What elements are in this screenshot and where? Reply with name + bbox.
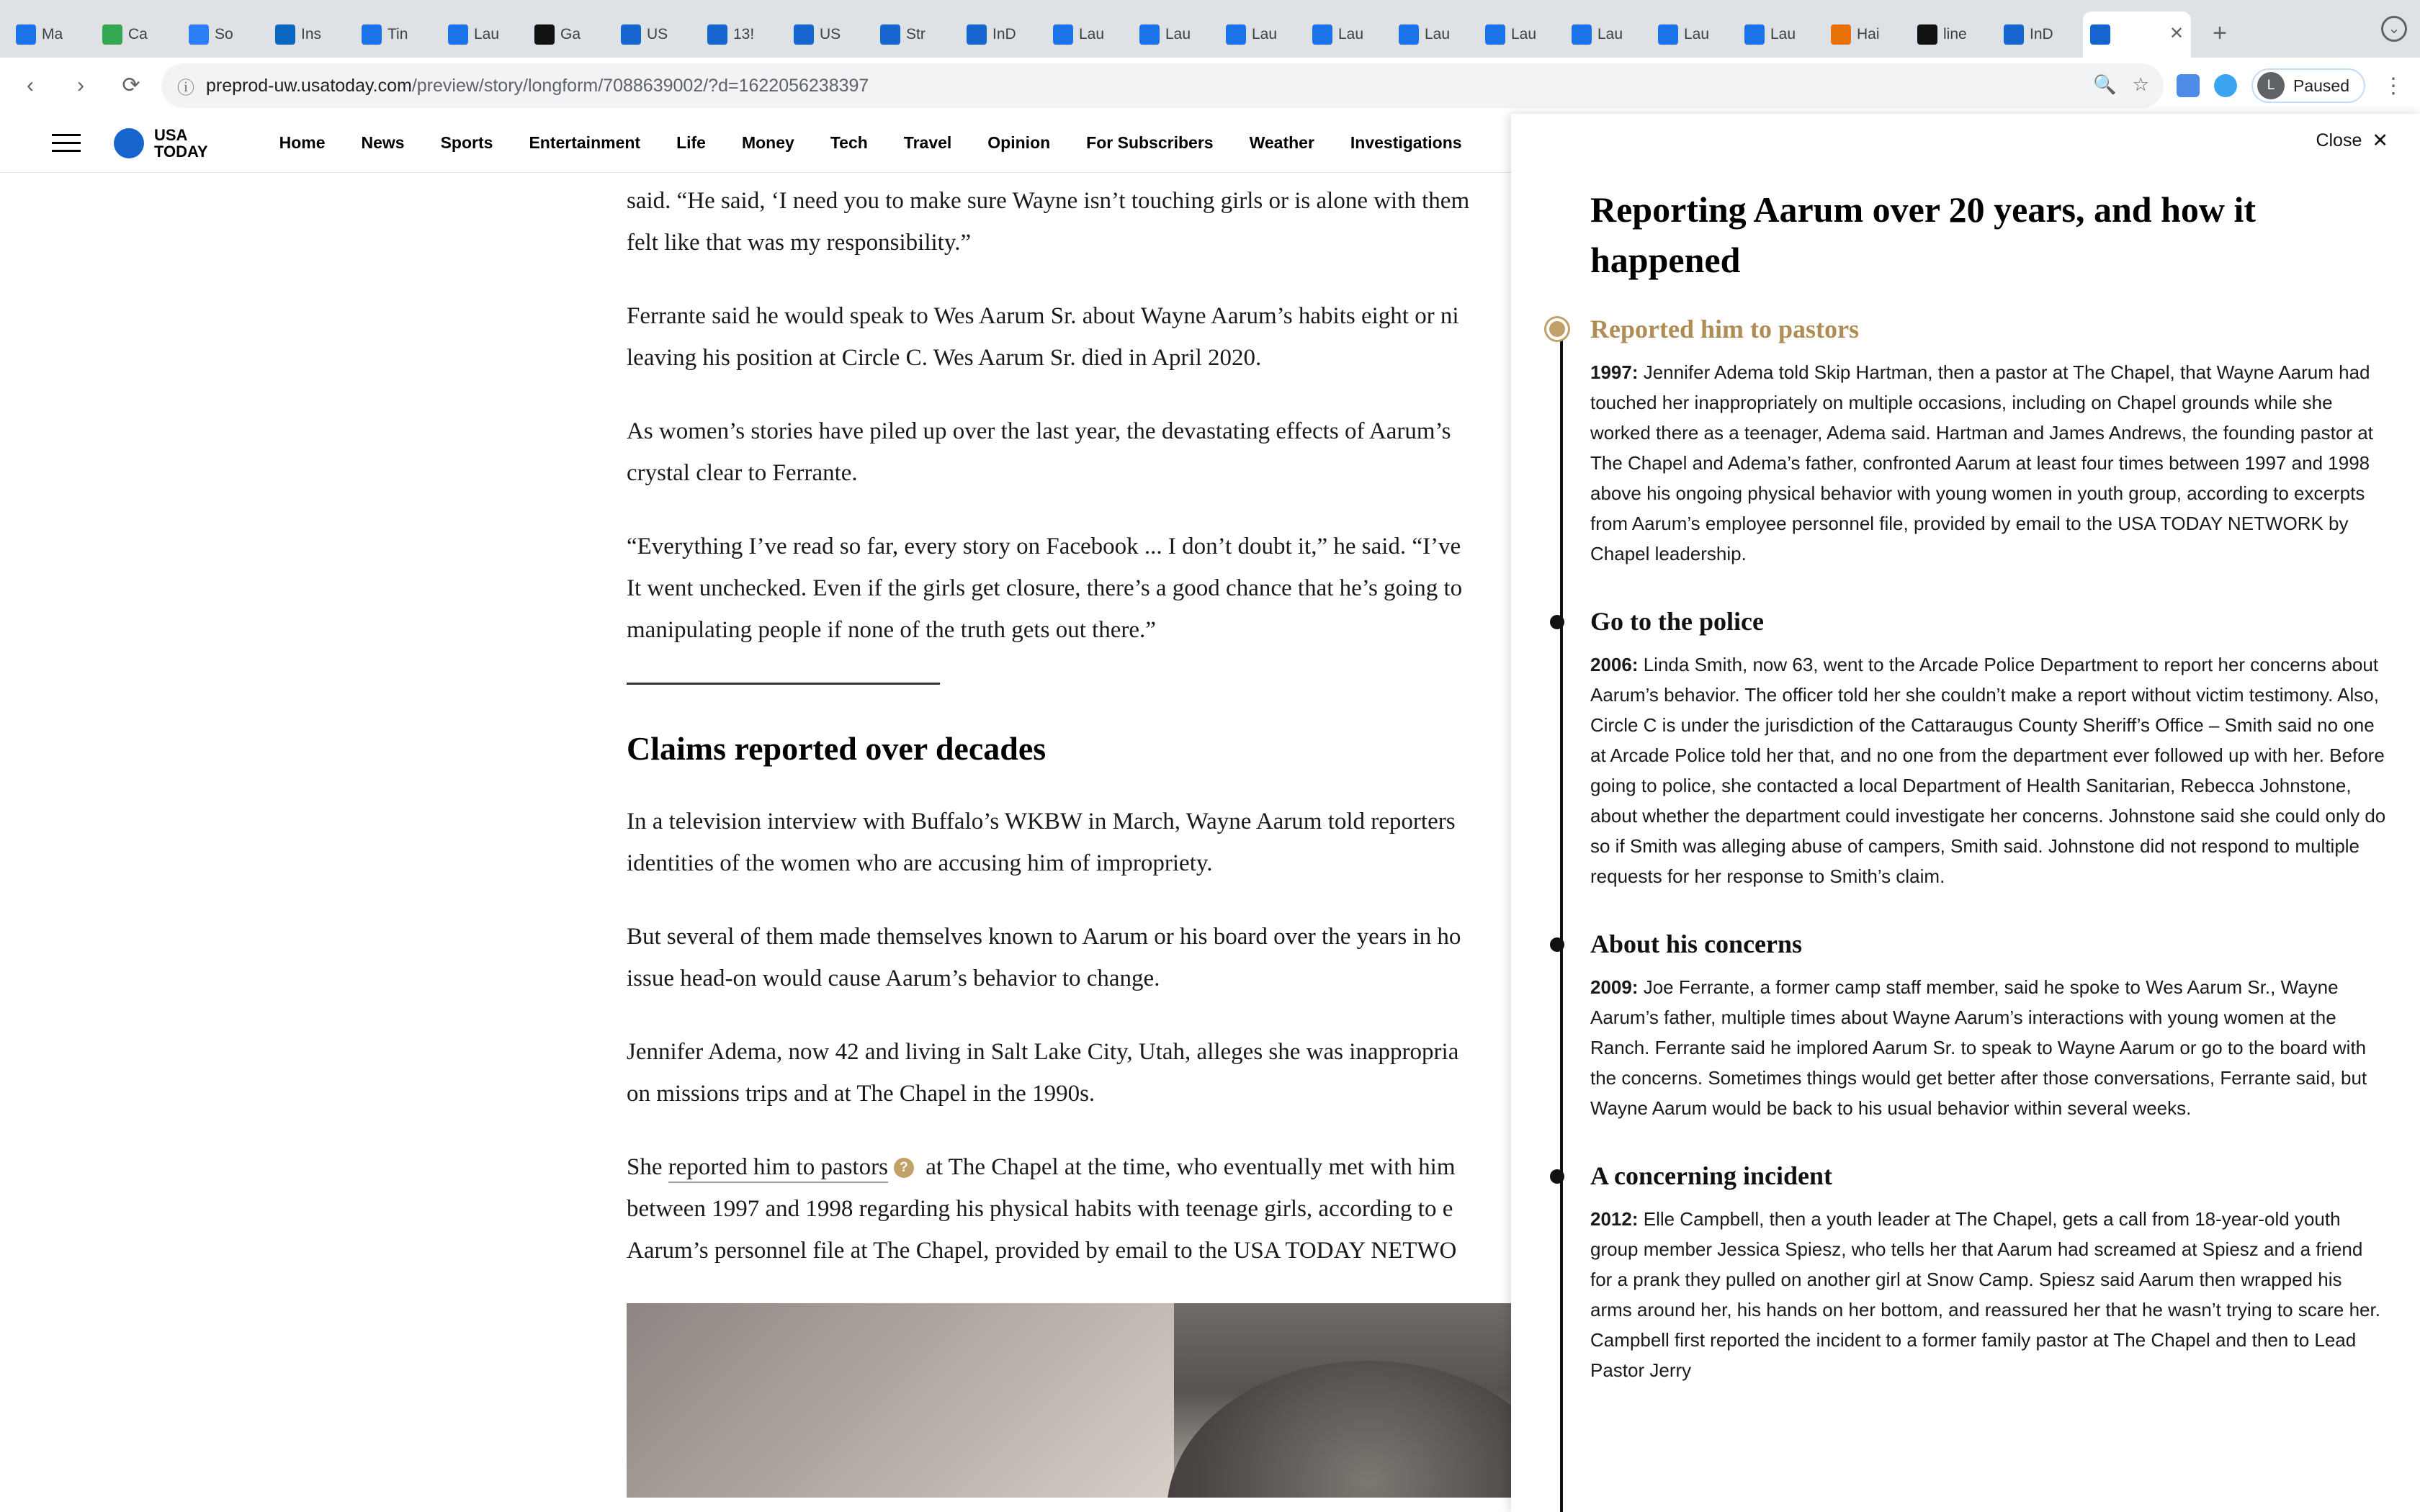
paragraph-line: crystal clear to Ferrante. [627,460,858,486]
tab-label: Ma [42,26,63,42]
browser-tab[interactable] [614,12,699,58]
usa-today-logo[interactable] [114,127,208,160]
tab-favicon-icon [448,24,468,45]
browser-tab[interactable] [1824,12,1909,58]
address-bar[interactable] [161,63,2164,108]
tab-label: Lau [1511,26,1537,42]
paragraph-line: She [627,1154,668,1180]
browser-toolbar [0,58,2420,114]
timeline-item-body: 2006: Linda Smith, now 63, went to the Arcade Police Department to report her concerns about Aarum’s behavior. The officer told her she couldn’t make a report without victim testimony. Also, Circle C is under the jurisdiction of the Cattaraugus County Sheriff’s Office – Smith said no one at Arcade Police told her that, and no one from the department ever followed up with her. Before going to police, she contacted a local Department of Health Sanitarian, Rebecca Johnstone, about whether the department could investigate her concerns. Johnstone said she could only do so if Smith was alleging abuse of campers, Smith said. Johnstone did not respond to multiple requests for her response to Smith’s claim. [1590,654,2386,887]
browser-tab[interactable] [1564,12,1649,58]
timeline-item[interactable] [1590,606,2388,891]
timeline-item-heading: Reported him to pastors [1590,315,1859,343]
tab-favicon-icon [16,24,36,45]
tab-label: Hai [1857,26,1880,42]
timeline-dot-icon [1550,937,1564,952]
tab-label: Ca [128,26,148,42]
nav-link-tech[interactable]: Tech [830,133,868,152]
paragraph-line: As women’s stories have piled up over the last year, the devastating effects of Aarum’s [627,418,1451,444]
site-info-icon[interactable]: ⓘ [177,78,194,98]
annotation-drawer [1511,114,2420,1512]
zoom-search-icon[interactable]: 🔍 [2093,73,2117,95]
browser-tab[interactable] [873,12,958,58]
tab-favicon-icon [102,24,122,45]
forward-icon[interactable]: › [77,73,84,97]
browser-tab[interactable] [527,12,612,58]
tab-label: 13! [733,26,755,42]
paragraph [627,1031,1563,1115]
browser-tab[interactable] [1305,12,1390,58]
browser-tab[interactable] [1478,12,1563,58]
nav-link-home[interactable]: Home [279,133,326,152]
browser-menu-icon[interactable]: ⋮ [2383,73,2404,98]
paragraph-line: between 1997 and 1998 regarding his physical habits with teenage girls, according to e [627,1196,1453,1222]
tab-search-icon[interactable]: ⌄ [2381,16,2407,42]
tab-favicon-icon [1572,24,1592,45]
close-label: Close [2316,130,2362,150]
url-text [206,76,869,96]
paragraph [627,526,1563,651]
paragraph-line: manipulating people if none of the truth gets out there.” [627,617,1156,643]
browser-tab[interactable] [786,12,871,58]
tab-favicon-icon [1312,24,1332,45]
nav-links [261,133,1480,153]
paragraph-line: Jennifer Adema, now 42 and living in Salt Lake City, Utah, alleges she was inappropria [627,1039,1459,1065]
annotated-paragraph [627,1146,1563,1272]
browser-chrome [0,0,2420,114]
article-body [0,173,1470,1498]
tab-label: So [215,26,233,42]
tab-label: Ins [301,26,322,42]
tab-favicon-icon [275,24,295,45]
tab-favicon-icon [1917,24,1937,45]
paragraph-line: issue head-on would cause Aarum’s behavior to change. [627,966,1160,991]
tab-favicon-icon [1744,24,1765,45]
nav-link-investigations[interactable]: Investigations [1350,133,1462,152]
timeline-list [1590,314,2388,1385]
tab-favicon-icon [1226,24,1246,45]
tab-favicon-icon [1831,24,1851,45]
url-path: /preview/story/longform/7088639002/?d=1622056238397 [411,75,869,96]
paragraph-line: Aarum’s personnel file at The Chapel, provided by email to the USA TODAY NETWO [627,1238,1457,1264]
drawer-title: Reporting Aarum over 20 years, and how it happened [1590,189,2257,280]
photo-subject [1167,1361,1570,1498]
nav-link-money[interactable]: Money [741,133,794,152]
tab-favicon-icon [1139,24,1160,45]
tab-favicon-icon [1658,24,1678,45]
annotation-link[interactable]: reported him to pastors [668,1154,888,1183]
browser-tab[interactable] [9,12,94,58]
timeline-dot-icon [1550,1169,1564,1184]
nav-link-news[interactable]: News [361,133,405,152]
timeline-item-body: 2009: Joe Ferrante, a former camp staff member, said he spoke to Wes Aarum Sr., Wayne Aarum’s father, multiple times about Wayne Aarum’s interactions with young women at the Ranch. Ferrante said he implored Aarum Sr. to speak to Wayne Aarum or go to the board with the concerns. Sometimes things would get better after those conversations, Ferrante said, but Wayne Aarum would be back to his usual behavior within several weeks. [1590,976,2367,1119]
tab-favicon-icon [362,24,382,45]
url-domain: preprod-uw.usatoday.com [206,75,412,96]
tab-close-icon[interactable]: ✕ [2169,24,2184,43]
timeline-item-year: 2012: [1590,1208,1639,1230]
browser-tab[interactable] [2083,12,2191,58]
paragraph-line: at The Chapel at the time, who eventually met with him [919,1154,1456,1180]
browser-tab[interactable] [1132,12,1217,58]
drawer-content [1511,184,2420,1385]
paragraph-line: Ferrante said he would speak to Wes Aarum Sr. about Wayne Aarum’s habits eight or ni [627,303,1459,329]
browser-tab[interactable] [441,12,526,58]
paragraph-line: In a television interview with Buffalo’s WKBW in March, Wayne Aarum told reporters [627,809,1456,834]
browser-tab[interactable] [95,12,180,58]
section-divider [627,683,940,685]
tab-label: Lau [1252,26,1278,42]
paragraph [627,180,1563,264]
tab-favicon-icon [2004,24,2024,45]
paragraph [627,916,1563,999]
close-icon[interactable]: ✕ [2372,129,2388,151]
bookmark-star-icon[interactable]: ☆ [2132,73,2149,95]
browser-tab[interactable] [1996,12,2081,58]
photo-background [627,1303,1174,1498]
tab-label: US [820,26,841,42]
paragraph-line: on missions trips and at The Chapel in the 1990s. [627,1081,1095,1107]
browser-tab[interactable] [1046,12,1131,58]
tab-favicon-icon [967,24,987,45]
browser-tab[interactable] [182,12,266,58]
timeline-item-year: 2006: [1590,654,1639,675]
browser-tab[interactable] [959,12,1044,58]
tab-favicon-icon [880,24,900,45]
back-icon[interactable]: ‹ [27,73,34,97]
tab-label: Str [906,26,926,42]
tab-favicon-icon [2090,24,2110,45]
brand-line-2: TODAY [154,142,208,161]
tab-label: Lau [1770,26,1796,42]
nav-link-life[interactable]: Life [676,133,706,152]
timeline-dot-icon [1546,318,1568,340]
tab-label: US [647,26,668,42]
paragraph-line: It went unchecked. Even if the girls get closure, there’s a good chance that he’s going to [627,575,1463,601]
tab-strip [0,0,2420,58]
timeline-item-body: 1997: Jennifer Adema told Skip Hartman, then a pastor at The Chapel, that Wayne Aarum had touched her inappropriately on multiple occasions, including on Chapel grounds while she worked there as a teenager, Adema said. Hartman and James Andrews, the founding pastor at The Chapel and Adema’s father, confronted Aarum at least four times between 1997 and 1998 above his ongoing physical behavior with young women in youth group, according to excerpts from Aarum’s employee personnel file, provided by email to the USA TODAY NETWORK by Chapel leadership. [1590,361,2373,564]
browser-tab[interactable] [1392,12,1476,58]
timeline-item-year: 1997: [1590,361,1639,383]
nav-link-travel[interactable]: Travel [903,133,952,152]
tab-label: Ga [560,26,581,42]
paragraph-line: felt like that was my responsibility.” [627,230,972,256]
tab-label: line [1943,26,1967,42]
paragraph-line: identities of the women who are accusing him of impropriety. [627,850,1213,876]
browser-tab[interactable] [354,12,439,58]
nav-link-entertainment[interactable]: Entertainment [529,133,641,152]
tab-favicon-icon [189,24,209,45]
extension-area [2177,68,2380,103]
timeline-item-heading: Go to the police [1590,607,1764,636]
profile-status-label: Paused [2293,76,2349,95]
browser-tab[interactable] [1910,12,1995,58]
browser-tab[interactable] [1651,12,1736,58]
timeline-item[interactable] [1590,314,2388,569]
browser-tab[interactable] [1219,12,1304,58]
tab-label: Lau [1425,26,1451,42]
annotation-badge-icon[interactable]: ? [894,1158,914,1178]
section-heading: Claims reported over decades [627,730,1047,767]
profile-paused-pill[interactable] [2251,68,2365,103]
avatar: L [2257,72,2285,99]
nav-link-weather[interactable]: Weather [1249,133,1314,152]
brand-line-1: USA [154,125,188,144]
paragraph-line: said. “He said, ‘I need you to make sure Wayne isn’t touching girls or is alone with them [627,188,1470,214]
reload-icon[interactable]: ⟳ [122,73,140,97]
tab-label: Lau [1079,26,1105,42]
timeline-item-heading: About his concerns [1590,930,1803,958]
paragraph-line: leaving his position at Circle C. Wes Aarum Sr. died in April 2020. [627,345,1262,371]
tab-label: Tin [387,26,408,42]
timeline-item[interactable] [1590,1161,2388,1385]
tab-label: InD [2030,26,2053,42]
paragraph-line: But several of them made themselves known to Aarum or his board over the years in ho [627,924,1461,950]
drawer-header [1511,114,2420,167]
tab-label: Lau [1338,26,1364,42]
browser-tab[interactable] [1737,12,1822,58]
tab-favicon-icon [794,24,814,45]
tab-label: Lau [1165,26,1191,42]
timeline-line [1560,332,1563,1512]
puzzle-extension-icon[interactable] [2177,74,2200,97]
timeline-item-body: 2012: Elle Campbell, then a youth leader at The Chapel, gets a call from 18-year-old youth group member Jessica Spiesz, who tells her that Aarum had screamed at Spiesz and a friend for a prank they pulled on another girl at Snow Camp. Spiesz said Aarum then wrapped his arms around her, his hands on her bottom, and reassured her that he wasn’t trying to scare her. Campbell first reported the incident to a former family pastor at The Chapel and then to Lead Pastor Jerry [1590,1208,2380,1381]
nav-link-for-subscribers[interactable]: For Subscribers [1086,133,1214,152]
tab-label: Lau [1597,26,1623,42]
paragraph-line: “Everything I’ve read so far, every story on Facebook ... I don’t doubt it,” he said. “I’ve [627,534,1461,559]
tab-favicon-icon [707,24,727,45]
timeline-item[interactable] [1590,929,2388,1123]
tab-favicon-icon [1399,24,1419,45]
timeline-item-heading: A concerning incident [1590,1161,1833,1190]
nav-link-sports[interactable]: Sports [440,133,493,152]
browser-tab[interactable] [268,12,353,58]
timeline-item-year: 2009: [1590,976,1639,998]
tab-favicon-icon [621,24,641,45]
logo-dot-icon [114,128,144,158]
paragraph [627,801,1563,884]
close-drawer-button[interactable] [2316,130,2388,152]
tab-favicon-icon [1485,24,1505,45]
tab-label: Lau [474,26,500,42]
browser-tab[interactable] [700,12,785,58]
tab-label: InD [992,26,1016,42]
tab-favicon-icon [1053,24,1073,45]
hamburger-menu-icon[interactable] [52,128,81,158]
timeline-dot-icon [1550,615,1564,629]
nav-link-opinion[interactable]: Opinion [987,133,1051,152]
new-tab-button[interactable]: + [2213,19,2227,47]
extension-icon[interactable] [2214,74,2237,97]
tab-label: Lau [1684,26,1710,42]
paragraph [627,410,1563,494]
tab-favicon-icon [534,24,555,45]
paragraph [627,295,1563,379]
